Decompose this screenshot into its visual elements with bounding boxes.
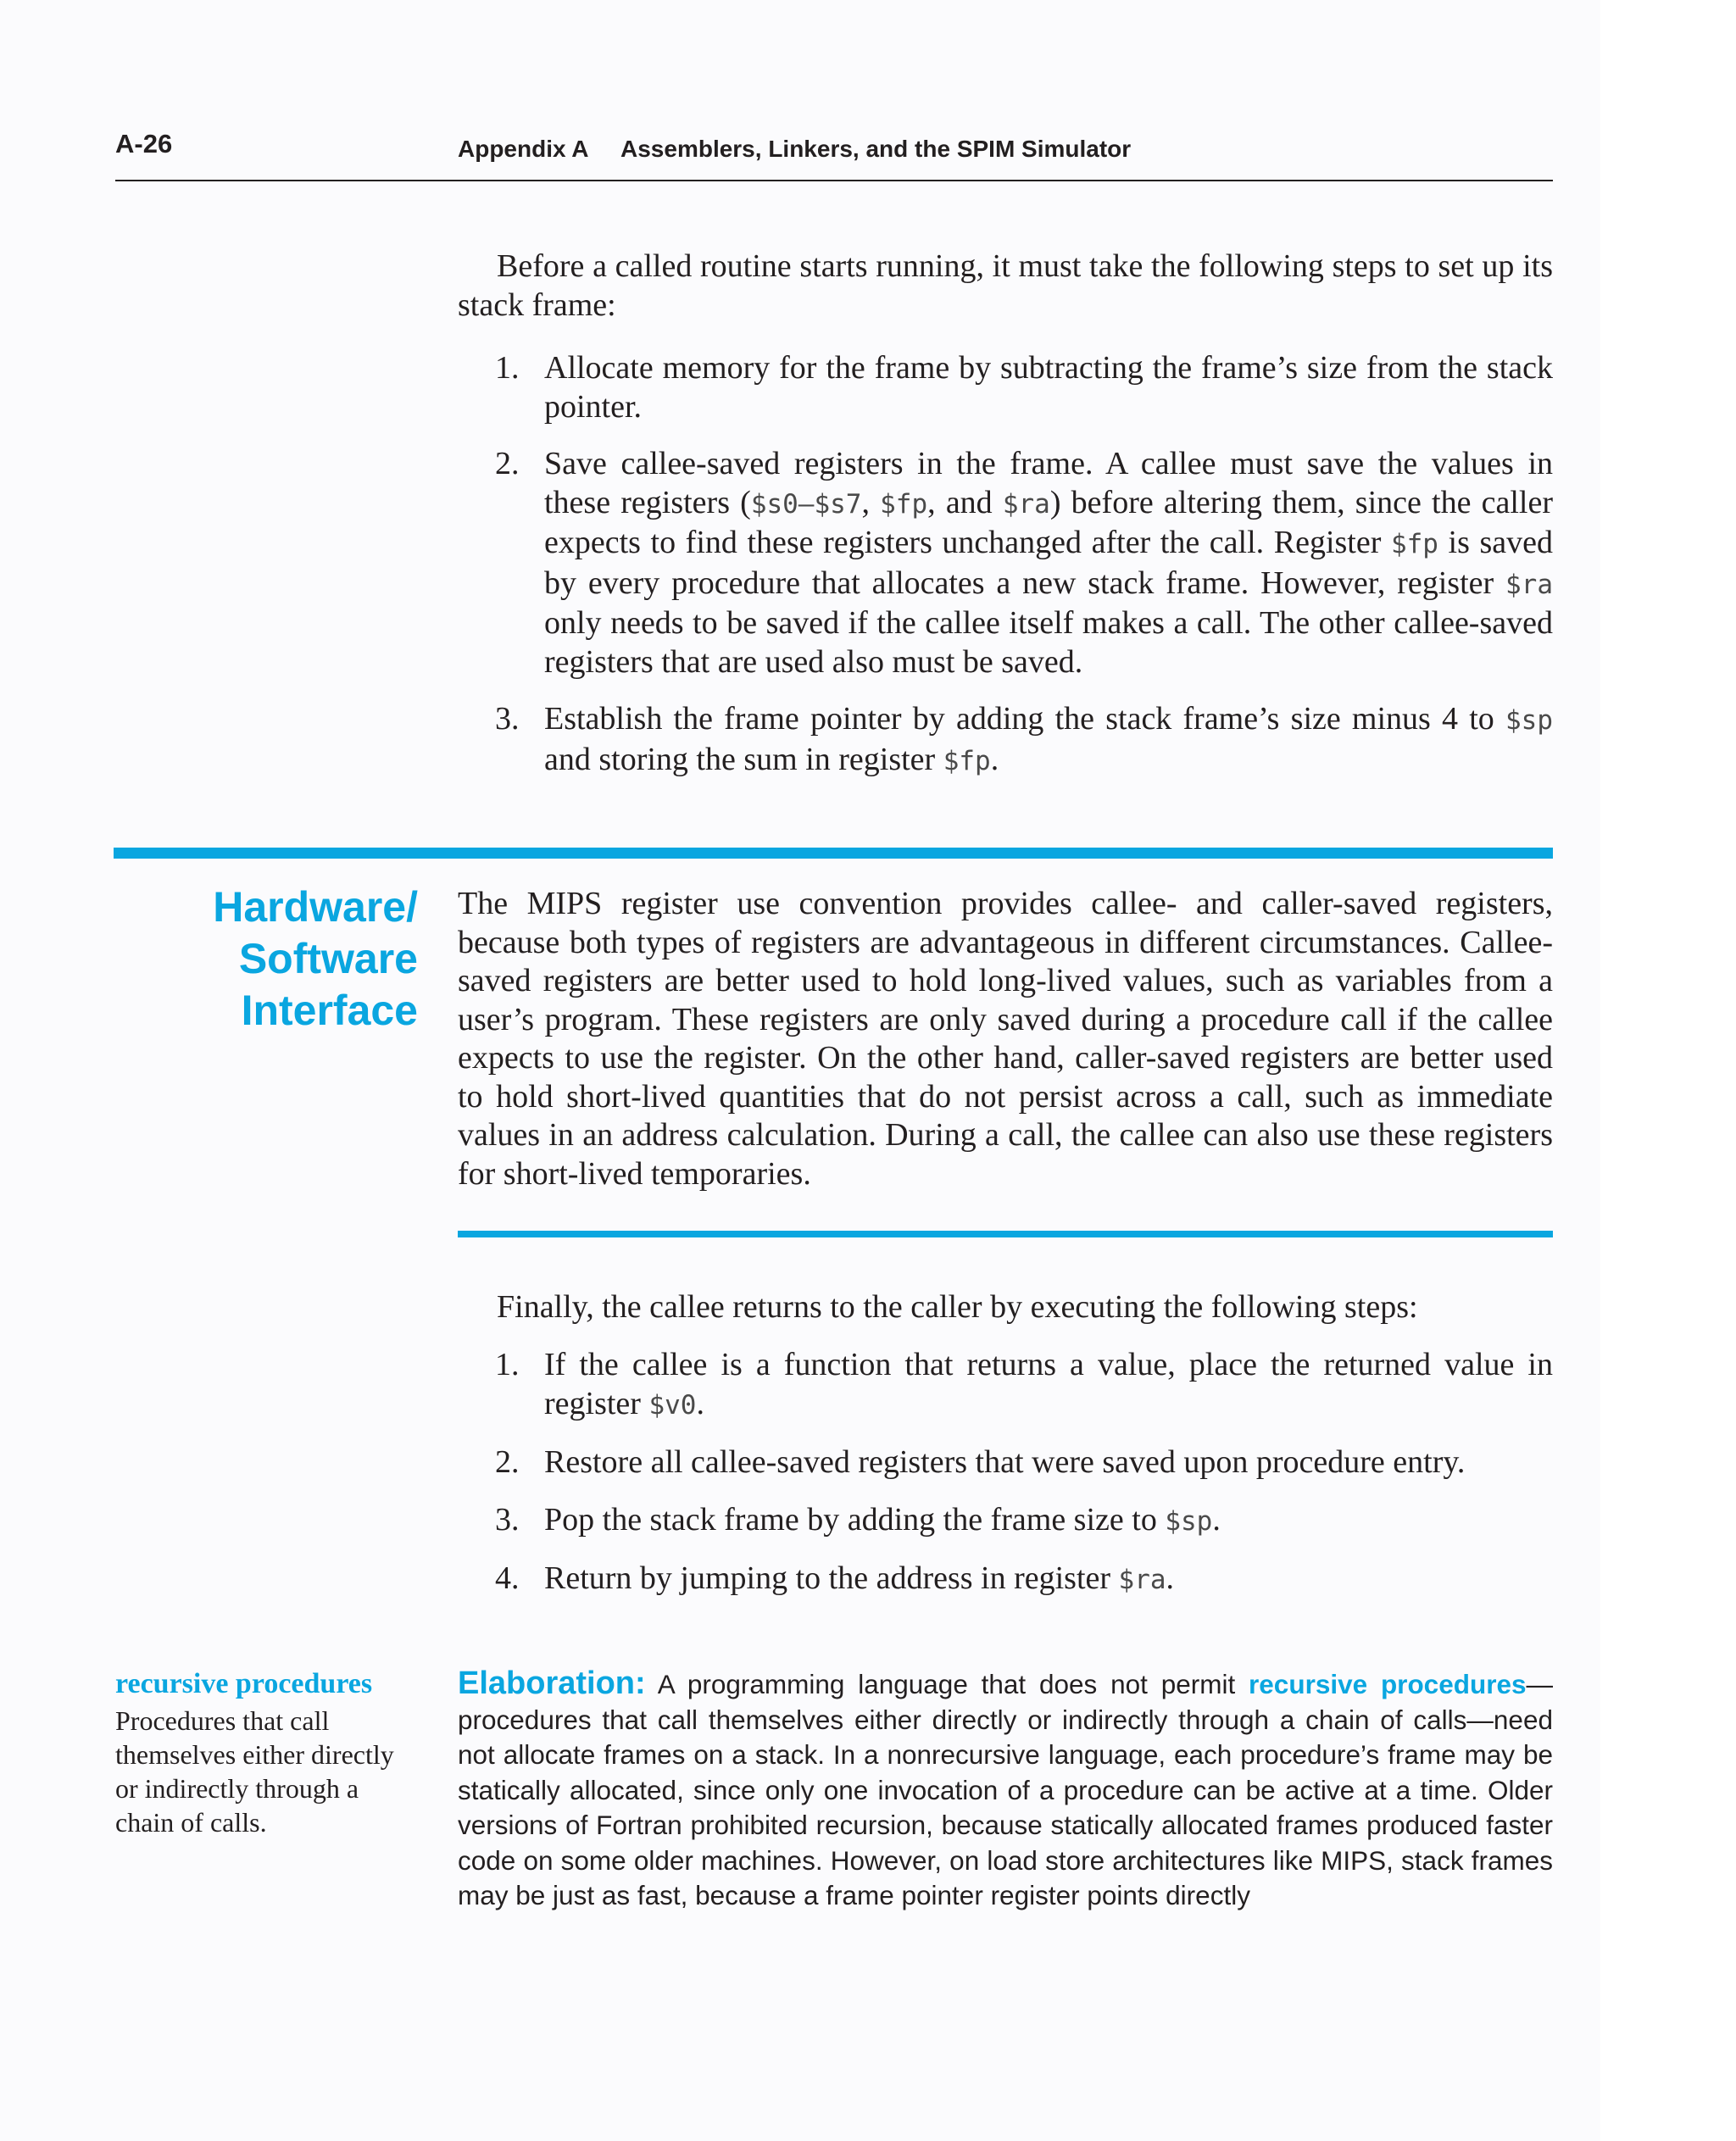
step-text: , and xyxy=(927,484,1003,520)
register-code: $ra xyxy=(1118,1565,1166,1595)
chapter-title: Assemblers, Linkers, and the SPIM Simulator xyxy=(620,136,1132,162)
hw-sw-title-line: Hardware/ xyxy=(213,883,418,931)
hw-sw-top-bar xyxy=(114,848,1553,859)
step-number: 1. xyxy=(495,350,520,386)
step-number: 2. xyxy=(495,446,520,481)
margin-glossary-definition: Procedures that call themselves either directly or indirectly through a chain of calls. xyxy=(115,1705,394,1838)
step-number: 3. xyxy=(495,701,520,737)
step-number: 2. xyxy=(495,1444,520,1480)
hw-sw-text: The MIPS register use convention provides callee- and caller-saved registers, because both types of registers are advantageous in different circumstances. Callee-saved registers are better used to hold long-lived values, such as variables from a user’s program. These registers are only saved during a procedure call if the callee expects to use the register. On the other hand, caller-saved registers are better used to hold short-lived quantities that do not persist across a call, such as immediate values in an address calculation. During a call, the callee can also use these registers for short-lived temporaries. xyxy=(458,886,1553,1192)
setup-steps-list xyxy=(458,349,1553,799)
step-text: . xyxy=(1166,1560,1175,1596)
step-number: 3. xyxy=(495,1501,520,1538)
elaboration-label: Elaboration: xyxy=(458,1666,646,1701)
step-text: . xyxy=(696,1385,704,1421)
register-code: $s0–$s7 xyxy=(750,488,862,520)
step-text: . xyxy=(990,741,999,777)
elaboration-paragraph xyxy=(458,1666,1553,1914)
step-text: If the callee is a function that returns a value, place the returned value in register xyxy=(544,1347,1553,1421)
register-code: $ra xyxy=(1505,569,1553,600)
hw-sw-title xyxy=(213,881,418,1037)
register-code: $fp xyxy=(943,745,991,776)
step-text: Allocate memory for the frame by subtracting the frame’s size from the stack pointer. xyxy=(544,350,1553,425)
step-text: is saved by every procedure that allocates a new stack frame. However, register xyxy=(544,525,1553,601)
step-text: Restore all callee-saved registers that were saved upon procedure entry. xyxy=(544,1444,1466,1480)
return-intro: Finally, the callee returns to the caller by executing the following steps: xyxy=(497,1289,1418,1325)
step-text: Pop the stack frame by adding the frame size to xyxy=(544,1501,1166,1538)
hw-sw-title-line: Interface xyxy=(241,987,418,1034)
hw-sw-title-line: Software xyxy=(238,935,418,982)
appendix-label: Appendix A xyxy=(458,136,589,162)
list-item xyxy=(458,700,1553,781)
elaboration-text: A programming language that does not permit xyxy=(645,1669,1249,1699)
step-number: 4. xyxy=(495,1560,520,1596)
hw-sw-bottom-bar xyxy=(458,1231,1553,1237)
register-code: $fp xyxy=(1390,529,1438,559)
register-code: $v0 xyxy=(648,1389,697,1421)
step-text: and storing the sum in register xyxy=(544,741,943,777)
step-text: Establish the frame pointer by adding the stack frame’s size minus 4 to xyxy=(544,701,1505,737)
elaboration-text: —procedures that call themselves either directly or indirectly through a chain of calls—need not allocate frames on a stack. In a nonrecursive language, each procedure’s frame may be statically allocated, since only one invocation of a procedure can be active at a time. Older versions of Fortran prohibited recursion, because statically allocated frames produced faster code on some older machines. However, on load store architectures like MIPS, stack frames may be just as fast, because a frame pointer register points directly xyxy=(458,1669,1553,1910)
register-code: $fp xyxy=(880,488,928,520)
list-item xyxy=(458,1560,1553,1600)
step-text: ) before altering them, since the caller expects to find these registers unchanged after the call. Register xyxy=(544,484,1553,560)
step-text: Save callee-saved registers in the frame. A callee must save the values in these registers ( xyxy=(544,446,1553,520)
header-rule xyxy=(115,180,1553,181)
list-item xyxy=(458,1501,1553,1542)
return-steps-list xyxy=(458,1346,1553,1619)
list-item xyxy=(458,1443,1553,1482)
setup-intro: Before a called routine starts running, it must take the following steps to set up its stack frame: xyxy=(458,248,1553,323)
list-item xyxy=(458,1346,1553,1425)
step-number: 1. xyxy=(495,1347,520,1382)
step-text: , xyxy=(861,484,881,520)
step-text: Return by jumping to the address in register xyxy=(544,1560,1119,1596)
margin-glossary-term: recursive procedures xyxy=(115,1668,373,1699)
register-code: $ra xyxy=(1002,488,1050,520)
page-number: A-26 xyxy=(115,129,173,158)
register-code: $sp xyxy=(1505,705,1553,736)
elaboration-term: recursive procedures xyxy=(1249,1669,1527,1699)
step-text: . xyxy=(1212,1501,1221,1538)
register-code: $sp xyxy=(1165,1505,1213,1537)
step-text: only needs to be saved if the callee itself makes a call. The other callee-saved registers that are used also must be saved. xyxy=(544,605,1553,680)
list-item xyxy=(458,349,1553,426)
list-item xyxy=(458,445,1553,681)
